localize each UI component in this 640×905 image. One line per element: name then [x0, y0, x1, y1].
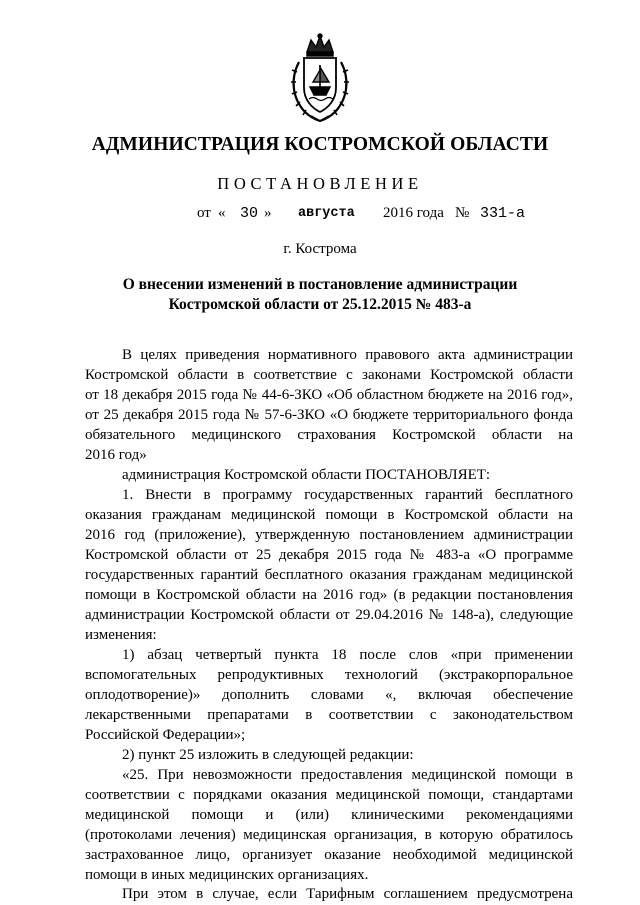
body-line: Российской Федерации»; — [85, 727, 246, 743]
body-line: помощи в Костромской области на 2016 год» (в редакции постановления — [85, 587, 573, 603]
document-type: ПОСТАНОВЛЕНИЕ — [217, 174, 423, 193]
body-line: от 25 декабря 2015 года № 57-6-ЗКО «О бюджете территориального фонда — [85, 407, 573, 423]
body-line: 1. Внести в программу государственных гарантий бесплатного — [122, 487, 573, 503]
quote-close: » — [264, 205, 272, 221]
city: г. Кострома — [283, 241, 357, 257]
body-line: государственных гарантий бесплатного оказания гражданам медицинской — [85, 567, 573, 583]
body-line: В целях приведения нормативного правового акта администрации — [122, 347, 573, 363]
document-number: 331-а — [480, 205, 526, 222]
body-line: изменения: — [85, 627, 157, 643]
body-line: администрация Костромской области ПОСТАНОВЛЯЕТ: — [122, 467, 491, 483]
body-line: обязательного медицинского страхования Костромской области на — [85, 427, 573, 443]
body-line: помощи в иных медицинских организациях. — [85, 867, 369, 883]
date-year: 2016 года — [383, 205, 444, 221]
body-line: от 18 декабря 2015 года № 44-6-ЗКО «Об областном бюджете на 2016 год», — [85, 387, 573, 403]
body-line: Костромской области от 25 декабря 2015 года № 483-а «О программе — [85, 547, 573, 563]
body-line: медицинской помощи и (или) клиническими рекомендациями — [85, 807, 573, 823]
body-line: лекарственными препаратами в соответствии с законодательством — [85, 707, 573, 723]
body-line: оплодотворение)» дополнить словами «, включая обеспечение — [85, 687, 573, 703]
body-line: При этом в случае, если Тарифным соглашением предусмотрена — [122, 886, 573, 902]
body-line: 2) пункт 25 изложить в следующей редакции: — [122, 747, 414, 763]
date-prefix: от — [197, 205, 211, 221]
date-month: августа — [298, 206, 355, 221]
body-line: 1) абзац четвертый пункта 18 после слов «при применении — [122, 647, 573, 663]
body-line: (протоколами лечения) медицинская организация, в которую обратилось — [85, 827, 573, 843]
subject-line: О внесении изменений в постановление администрации — [122, 276, 518, 293]
body-line: 2016 год» — [85, 447, 147, 463]
body-line: Костромской области в соответствие с законами Костромской области — [85, 367, 573, 383]
body-line: администрации Костромской области от 29.04.2016 № 148-а), следующие — [85, 607, 573, 623]
quote-open: « — [218, 205, 226, 221]
body-line: «25. При невозможности предоставления медицинской помощи в — [122, 767, 573, 783]
body-line: 2016 год (приложение), утвержденную постановлением администрации — [85, 527, 573, 543]
organization-title: АДМИНИСТРАЦИЯ КОСТРОМСКОЙ ОБЛАСТИ — [91, 134, 549, 155]
body-line: вспомогательных репродуктивных технологий (экстракорпоральное — [85, 667, 573, 683]
coat-of-arms-emblem — [285, 32, 355, 124]
body-line: соответствии с порядками оказания медицинской помощи, стандартами — [85, 787, 573, 803]
number-sign: № — [455, 205, 470, 221]
document-subject — [120, 275, 520, 315]
subject-line: Костромской области от 25.12.2015 № 483-а — [168, 296, 472, 313]
body-line: оказания гражданам медицинской помощи в Костромской области на — [85, 507, 573, 523]
date-day: 30 — [240, 205, 259, 222]
body-line: застрахованное лицо, организует оказание необходимой медицинской — [85, 847, 573, 863]
